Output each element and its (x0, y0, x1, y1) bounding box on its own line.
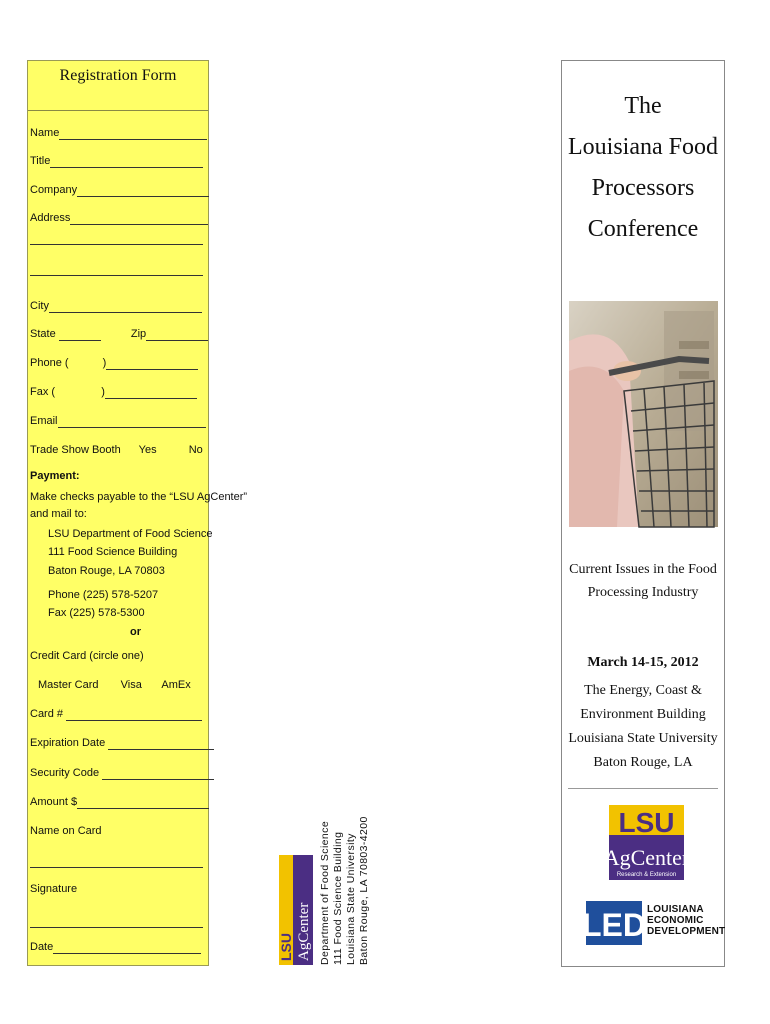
conference-subtitle (562, 558, 724, 604)
contact-fax: Fax (225) 578-5300 (48, 607, 145, 619)
checks-instruction-1: Make checks payable to the “LSU AgCenter” (30, 491, 248, 503)
security-code-input-line[interactable] (102, 768, 214, 780)
credit-card-heading: Credit Card (circle one) (30, 650, 144, 662)
venue-divider (568, 788, 718, 789)
return-address-line-1: Department of Food Science (319, 820, 331, 965)
title-label: Title (30, 155, 51, 167)
venue-line-4: Baton Rouge, LA (593, 755, 693, 770)
booth-yes-option[interactable]: Yes (138, 444, 157, 456)
address-input-line[interactable] (70, 213, 208, 225)
state-input-line[interactable] (59, 329, 101, 341)
date-input-line[interactable] (53, 942, 201, 954)
date-field-row[interactable] (30, 941, 201, 954)
lsu-agcenter-logo-rotated (279, 855, 313, 965)
card-option-visa[interactable]: Visa (120, 679, 142, 691)
amount-row[interactable] (30, 796, 209, 809)
mail-logo-top-text: LSU (278, 933, 294, 961)
lsu-agcenter-logo (603, 805, 690, 880)
title-field-row[interactable] (30, 155, 203, 168)
state-label: State (30, 328, 56, 340)
mail-address-line-3: Baton Rouge, LA 70803 (48, 565, 165, 577)
name-input-line[interactable] (59, 128, 207, 140)
lsu-logo-bottom-text: AgCenter (603, 845, 690, 870)
payment-heading: Payment: (30, 470, 80, 482)
phone-paren-close: ) (102, 357, 107, 369)
fax-input-line[interactable] (105, 387, 197, 399)
address-line-3[interactable] (30, 275, 203, 276)
state-zip-row[interactable] (30, 328, 208, 341)
registration-form (27, 60, 248, 966)
return-address (319, 759, 397, 965)
led-wordmark-line-3: DEVELOPMENT (647, 926, 726, 937)
date-label: Date (30, 941, 54, 953)
fax-paren-close: ) (101, 386, 105, 398)
form-title: Registration Form (59, 67, 177, 84)
venue-line-2: Environment Building (580, 707, 706, 722)
expiration-input-line[interactable] (108, 738, 214, 750)
led-wordmark-line-2: ECONOMIC (647, 915, 704, 926)
lsu-logo-top-text: LSU (618, 807, 675, 838)
address-field-row[interactable] (30, 212, 208, 225)
email-field-row[interactable] (30, 415, 206, 428)
signature-input-line[interactable] (30, 927, 203, 928)
conference-title-line-4: Conference (587, 216, 699, 242)
led-logo (582, 901, 726, 945)
card-option-amex[interactable]: AmEx (161, 679, 191, 691)
address-line-2[interactable] (30, 244, 203, 245)
company-input-line[interactable] (77, 185, 209, 197)
conference-date: March 14-15, 2012 (587, 655, 699, 670)
name-label: Name (30, 127, 60, 139)
expiration-row[interactable] (30, 737, 214, 750)
card-number-input-line[interactable] (66, 709, 202, 721)
city-field-row[interactable] (30, 300, 202, 313)
email-label: Email (30, 415, 58, 427)
or-separator: or (130, 626, 141, 638)
phone-input-line[interactable] (106, 358, 198, 370)
booth-no-option[interactable]: No (188, 444, 203, 456)
return-address-line-2: 111 Food Science Building (332, 831, 344, 965)
phone-field-row[interactable] (30, 357, 198, 370)
zip-label: Zip (130, 328, 147, 340)
amount-label: Amount $ (30, 796, 78, 808)
booth-label: Trade Show Booth (30, 444, 121, 456)
mailing-panel (278, 759, 370, 965)
mail-address-line-1: LSU Department of Food Science (48, 528, 213, 540)
zip-input-line[interactable] (146, 329, 208, 341)
company-field-row[interactable] (30, 184, 209, 197)
conference-title-line-2: Louisiana Food (568, 134, 718, 160)
mail-logo-bottom-text: AgCenter (296, 902, 312, 961)
trade-show-booth-row (30, 444, 203, 457)
venue-line-3: Louisiana State University (568, 731, 718, 746)
amount-input-line[interactable] (77, 797, 209, 809)
security-code-row[interactable] (30, 767, 214, 780)
form-title-divider (28, 110, 208, 111)
conference-subtitle-line-2: Processing Industry (587, 585, 699, 600)
security-code-label: Security Code (30, 767, 100, 779)
signature-label: Signature (30, 883, 78, 895)
led-wordmark (647, 904, 725, 937)
card-option-mastercard[interactable]: Master Card (38, 679, 99, 691)
company-label: Company (30, 184, 78, 196)
cover-panel (561, 60, 725, 967)
led-mark-text: LED (582, 907, 646, 943)
return-address-line-3: Louisiana State University (345, 833, 357, 965)
conference-subtitle-line-1: Current Issues in the Food (569, 562, 717, 577)
email-input-line[interactable] (58, 416, 206, 428)
title-input-line[interactable] (50, 156, 203, 168)
city-label: City (30, 300, 49, 312)
shopping-cart-photo (569, 301, 718, 527)
card-type-options (38, 679, 191, 692)
venue-line-1: The Energy, Coast & (584, 683, 702, 698)
phone-label: Phone ( (30, 357, 69, 369)
fax-label: Fax ( (30, 386, 56, 398)
led-wordmark-line-1: LOUISIANA (647, 904, 704, 915)
expiration-label: Expiration Date (30, 737, 106, 749)
city-input-line[interactable] (49, 301, 202, 313)
lsu-logo-tagline: Research & Extension (616, 872, 677, 878)
contact-phone: Phone (225) 578-5207 (48, 589, 159, 601)
address-label: Address (30, 212, 71, 224)
card-number-row[interactable] (30, 708, 202, 721)
card-number-label: Card # (30, 708, 64, 720)
fax-field-row[interactable] (30, 386, 197, 399)
mail-address-line-2: 111 Food Science Building (48, 546, 178, 558)
conference-venue (562, 679, 724, 775)
checks-instruction-2: and mail to: (30, 508, 87, 520)
name-field-row[interactable] (30, 127, 207, 140)
name-on-card-input-line[interactable] (30, 867, 203, 868)
conference-title-line-3: Processors (591, 175, 695, 201)
conference-title (562, 86, 724, 250)
name-on-card-label: Name on Card (30, 825, 102, 837)
return-address-line-4: Baton Rouge, LA 70803-4200 (358, 816, 370, 965)
conference-title-line-1: The (624, 93, 662, 119)
led-mark-icon (582, 901, 646, 945)
